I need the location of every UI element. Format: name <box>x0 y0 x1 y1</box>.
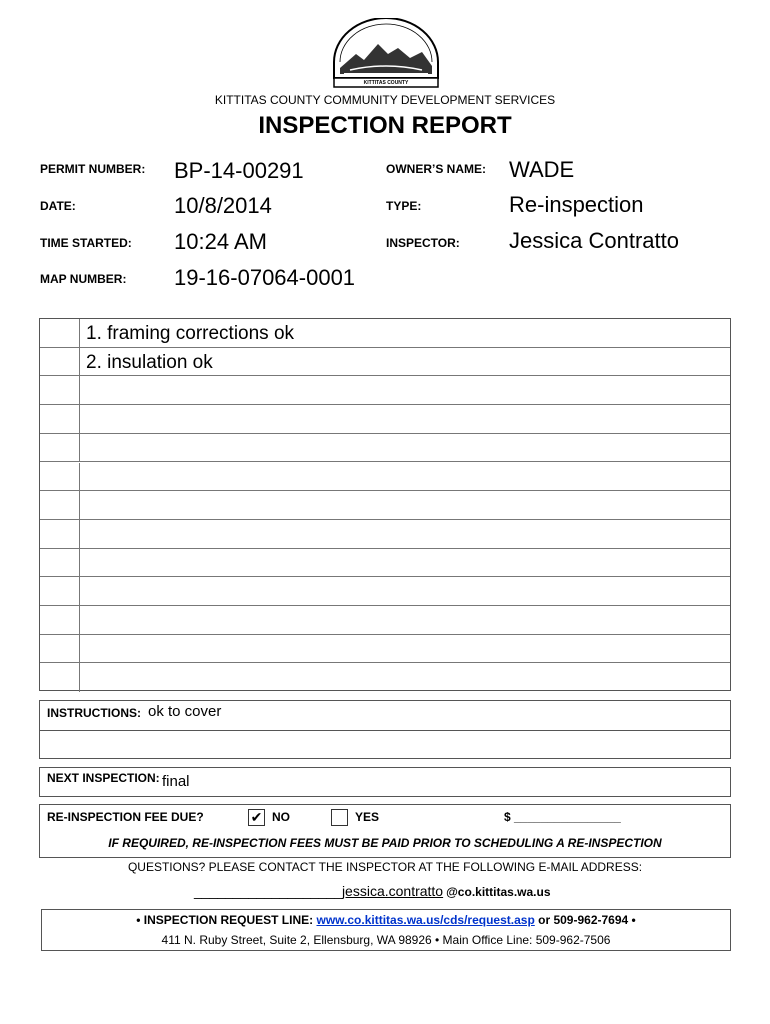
request-phone: or 509-962-7694 <box>538 913 629 927</box>
note-text[interactable]: 2. insulation ok <box>86 351 213 373</box>
notes-row <box>40 663 730 692</box>
next-inspection-label: NEXT INSPECTION: <box>47 771 160 785</box>
questions-text: QUESTIONS? PLEASE CONTACT THE INSPECTOR AT THE FOLLOWING E-MAIL ADDRESS: <box>127 860 643 874</box>
permit-number-label: PERMIT NUMBER: <box>40 162 146 176</box>
reinspection-fee-label: RE-INSPECTION FEE DUE? <box>47 810 204 824</box>
request-line <box>42 913 730 927</box>
type-value: Re-inspection <box>509 192 644 217</box>
request-url-link[interactable]: www.co.kittitas.wa.us/cds/request.asp <box>316 913 535 927</box>
reinspection-fee-box <box>39 804 731 858</box>
email-domain: @co.kittitas.wa.us <box>446 885 551 899</box>
permit-number-value: BP-14-00291 <box>174 158 304 183</box>
checkmark-icon: ✔ <box>250 809 263 825</box>
no-label: NO <box>272 810 290 824</box>
notes-row <box>40 405 730 434</box>
request-line-label: INSPECTION REQUEST LINE: <box>143 913 314 927</box>
notes-row <box>40 376 730 405</box>
page-title: INSPECTION REPORT <box>258 112 512 139</box>
yes-checkbox[interactable] <box>331 809 348 826</box>
next-inspection-value[interactable]: final <box>162 773 190 790</box>
notes-row <box>40 463 730 492</box>
instructions-box <box>39 700 731 759</box>
notes-row <box>40 319 730 348</box>
date-value: 10/8/2014 <box>174 193 272 218</box>
fee-notice: IF REQUIRED, RE-INSPECTION FEES MUST BE PAID PRIOR TO SCHEDULING A RE-INSPECTION <box>108 836 662 850</box>
inspector-label: INSPECTOR: <box>386 236 460 250</box>
notes-row <box>40 577 730 606</box>
instructions-value[interactable]: ok to cover <box>148 703 222 720</box>
inspector-email[interactable] <box>194 883 551 901</box>
notes-table <box>39 318 731 691</box>
notes-row <box>40 491 730 520</box>
date-label: DATE: <box>40 199 76 213</box>
bullet-icon: • <box>136 913 141 927</box>
owner-name-value: WADE <box>509 157 575 182</box>
inspector-value: Jessica Contratto <box>509 228 679 253</box>
department-name: KITTITAS COUNTY COMMUNITY DEVELOPMENT SERVICES <box>214 93 556 107</box>
notes-row <box>40 434 730 463</box>
next-inspection-box <box>39 767 731 797</box>
email-blank: ___________________ <box>194 883 342 899</box>
logo-text: KITTITAS COUNTY <box>363 80 409 86</box>
note-text[interactable]: 1. framing corrections ok <box>86 323 295 344</box>
notes-row <box>40 348 730 377</box>
notes-row <box>40 635 730 664</box>
notes-row <box>40 549 730 578</box>
time-started-label: TIME STARTED: <box>40 236 132 250</box>
yes-label: YES <box>355 810 380 824</box>
fee-amount[interactable]: $ ________________ <box>504 810 621 824</box>
notes-row <box>40 520 730 549</box>
type-label: TYPE: <box>386 199 422 213</box>
owner-name-label: OWNER’S NAME: <box>386 162 486 176</box>
map-number-label: MAP NUMBER: <box>40 272 127 286</box>
footer-box <box>41 909 731 951</box>
email-user: jessica.contratto <box>341 883 444 899</box>
county-seal-logo <box>330 18 442 90</box>
instructions-label: INSTRUCTIONS: <box>47 706 141 720</box>
address-line: 411 N. Ruby Street, Suite 2, Ellensburg, WA 98926 • Main Office Line: 509-962-7506 <box>161 933 611 947</box>
no-checkbox[interactable] <box>248 809 265 826</box>
map-number-value: 19-16-07064-0001 <box>174 265 356 290</box>
notes-row <box>40 606 730 635</box>
bullet-icon: • <box>631 913 636 927</box>
time-started-value: 10:24 AM <box>174 229 267 254</box>
